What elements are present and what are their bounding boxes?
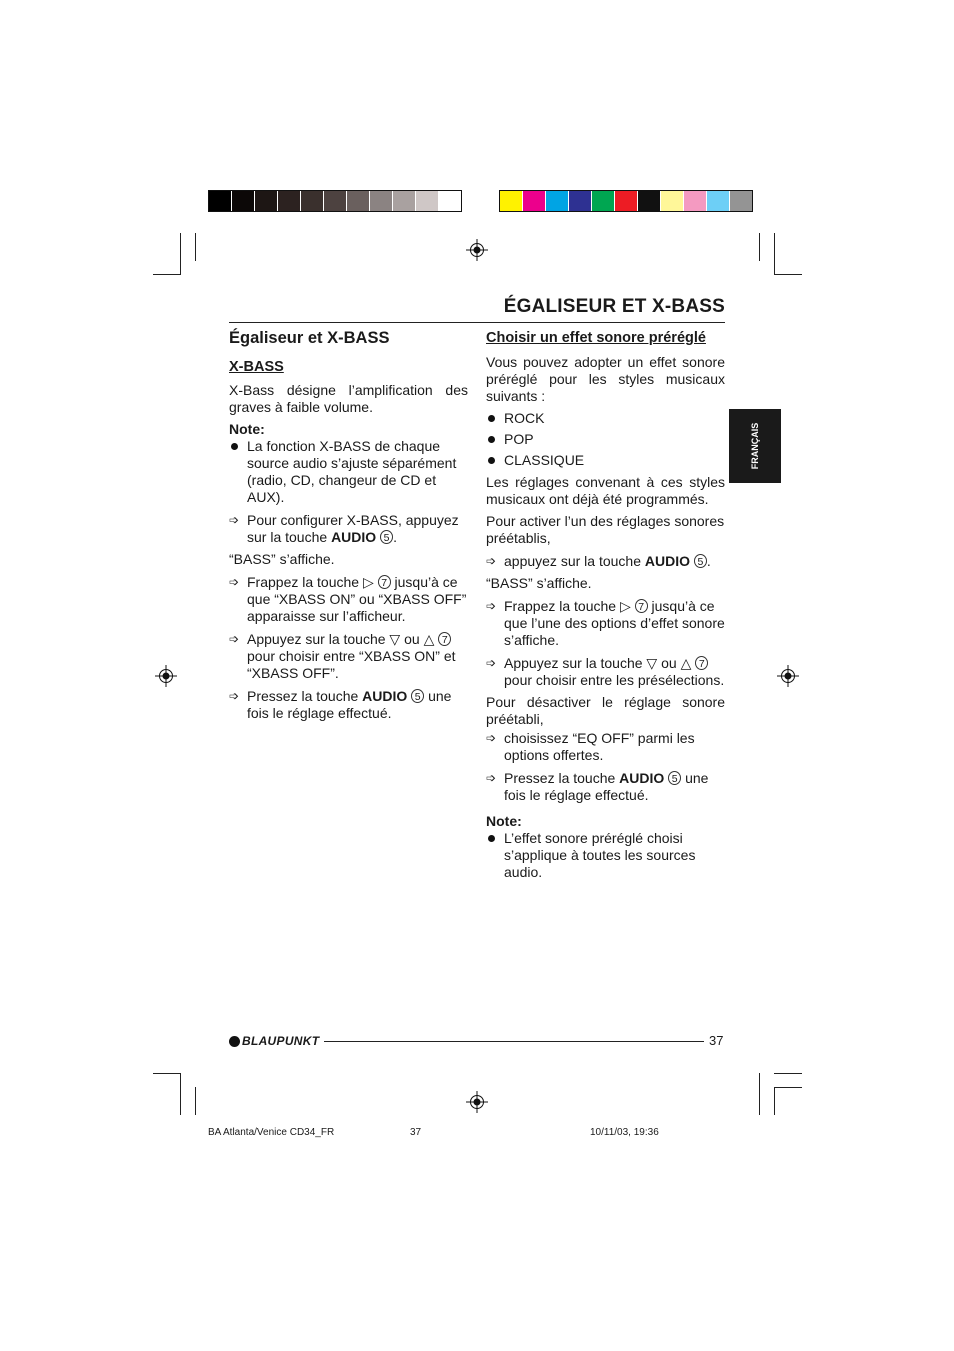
list-item: ROCK bbox=[486, 410, 725, 427]
crop-mark bbox=[180, 233, 181, 275]
footer-rule bbox=[324, 1041, 704, 1042]
bullet-icon bbox=[488, 457, 495, 464]
print-datetime: 10/11/03, 19:36 bbox=[590, 1127, 659, 1138]
down-arrow-key-icon: ▽ bbox=[389, 631, 401, 647]
color-calibration-strip bbox=[499, 190, 753, 212]
down-arrow-key-icon: ▽ bbox=[646, 655, 658, 671]
crop-mark bbox=[774, 1087, 802, 1088]
instruction-step: ➩ Appuyez sur la touche ▽ ou △ 7 pour choisir entre les présélections. bbox=[486, 655, 725, 688]
key-number-badge: 7 bbox=[635, 599, 648, 613]
section-heading: Égaliseur et X-BASS bbox=[229, 329, 390, 347]
instruction-step: ➩ Pressez la touche AUDIO 5 une fois le réglage effectué. bbox=[486, 770, 709, 803]
arrow-icon: ➩ bbox=[229, 513, 240, 527]
color-swatch bbox=[255, 191, 278, 211]
paragraph: Pour désactiver le réglage sonore préétabli, bbox=[486, 694, 725, 727]
crop-mark bbox=[774, 233, 775, 275]
color-swatch bbox=[730, 191, 752, 211]
language-tab-label: FRANÇAIS bbox=[750, 422, 760, 470]
arrow-icon: ➩ bbox=[229, 575, 240, 589]
crop-mark bbox=[195, 233, 196, 261]
right-arrow-key-icon: ▷ bbox=[362, 574, 374, 590]
color-swatch bbox=[232, 191, 255, 211]
bullet-icon bbox=[488, 835, 495, 842]
instruction-step: ➩ Appuyez sur la touche ▽ ou △ 7 pour choisir entre “XBASS ON” et “XBASS OFF”. bbox=[229, 631, 456, 681]
color-swatch bbox=[569, 191, 592, 211]
crop-mark bbox=[195, 1087, 196, 1115]
crop-mark bbox=[774, 274, 802, 275]
brand-dot-icon bbox=[229, 1036, 240, 1047]
intro-paragraph: X-Bass désigne l’amplification des graves à faible volume. bbox=[229, 382, 468, 415]
color-swatch bbox=[324, 191, 347, 211]
color-swatch bbox=[546, 191, 569, 211]
list-item: L’effet sonore préréglé choisi s’applique à toutes les sources audio. bbox=[486, 830, 725, 881]
display-message: “BASS” s’affiche. bbox=[486, 575, 592, 591]
key-number-badge: 7 bbox=[378, 575, 391, 589]
list-item: La fonction X-BASS de chaque source audio s’ajuste séparément (radio, CD, changeur de CD et AUX). bbox=[229, 438, 468, 506]
key-number-badge: 5 bbox=[668, 771, 681, 785]
registration-mark-icon bbox=[466, 1091, 488, 1113]
paragraph: Les réglages convenant à ces styles musicaux ont déjà été programmés. bbox=[486, 474, 725, 507]
instruction-step: ➩ Pour configurer X-BASS, appuyez sur la touche AUDIO 5 . bbox=[229, 512, 459, 545]
color-swatch bbox=[209, 191, 232, 211]
crop-mark bbox=[180, 1073, 181, 1115]
arrow-icon: ➩ bbox=[486, 554, 497, 568]
arrow-icon: ➩ bbox=[229, 632, 240, 646]
page-title: ÉGALISEUR ET X-BASS bbox=[503, 296, 725, 317]
right-arrow-key-icon: ▷ bbox=[619, 598, 631, 614]
brand-logo: BLAUPUNKT bbox=[229, 1034, 319, 1048]
color-swatch bbox=[439, 191, 461, 211]
bullet-icon bbox=[488, 436, 495, 443]
color-swatch bbox=[393, 191, 416, 211]
bullet-icon bbox=[231, 443, 238, 450]
color-swatch bbox=[347, 191, 370, 211]
left-column bbox=[229, 330, 468, 722]
language-tab bbox=[729, 409, 781, 483]
crop-mark bbox=[153, 274, 180, 275]
header-rule bbox=[229, 322, 725, 323]
color-swatch bbox=[638, 191, 661, 211]
arrow-icon: ➩ bbox=[486, 771, 497, 785]
intro-paragraph: Vous pouvez adopter un effet sonore préréglé pour les styles musicaux suivants : bbox=[486, 354, 725, 404]
bullet-icon bbox=[488, 415, 495, 422]
color-swatch bbox=[523, 191, 546, 211]
print-page-number: 37 bbox=[410, 1127, 422, 1138]
crop-mark bbox=[759, 1073, 760, 1115]
note-label: Note: bbox=[229, 421, 265, 437]
instruction-step: ➩ Pressez la touche AUDIO 5 une fois le réglage effectué. bbox=[229, 688, 452, 721]
right-column bbox=[486, 330, 725, 881]
crop-mark bbox=[774, 1087, 775, 1115]
arrow-icon: ➩ bbox=[486, 656, 497, 670]
up-arrow-key-icon: △ bbox=[680, 655, 692, 671]
color-swatch bbox=[370, 191, 393, 211]
color-swatch bbox=[416, 191, 439, 211]
instruction-step: ➩ Frappez la touche ▷ 7 jusqu’à ce que l’une des options d’effet sonore s’affiche. bbox=[486, 598, 725, 648]
subsection-heading: X-BASS bbox=[229, 359, 284, 375]
registration-mark-icon bbox=[155, 665, 177, 687]
display-message: “BASS” s’affiche. bbox=[229, 551, 335, 567]
registration-mark-icon bbox=[777, 665, 799, 687]
up-arrow-key-icon: △ bbox=[423, 631, 435, 647]
page-number: 37 bbox=[709, 1033, 724, 1048]
instruction-step: ➩ Frappez la touche ▷ 7 jusqu’à ce que “XBASS ON” ou “XBASS OFF” apparaisse sur l’afficheur. bbox=[229, 574, 467, 624]
arrow-icon: ➩ bbox=[486, 731, 497, 745]
color-swatch bbox=[278, 191, 301, 211]
key-number-badge: 5 bbox=[694, 554, 707, 568]
paragraph: Pour activer l’un des réglages sonores préétablis, bbox=[486, 513, 725, 546]
gray-calibration-strip bbox=[208, 190, 462, 212]
key-number-badge: 7 bbox=[695, 656, 708, 670]
crop-mark bbox=[774, 1073, 802, 1074]
print-file-name: BA Atlanta/Venice CD34_FR bbox=[208, 1127, 335, 1138]
color-swatch bbox=[707, 191, 730, 211]
list-item: POP bbox=[486, 431, 725, 448]
note-label: Note: bbox=[486, 813, 522, 829]
color-swatch bbox=[301, 191, 324, 211]
key-number-badge: 7 bbox=[438, 632, 451, 646]
color-swatch bbox=[684, 191, 707, 211]
list-item: CLASSIQUE bbox=[486, 452, 725, 469]
color-swatch bbox=[615, 191, 638, 211]
instruction-step: ➩ appuyez sur la touche AUDIO 5 . bbox=[486, 553, 711, 569]
key-number-badge: 5 bbox=[411, 689, 424, 703]
color-swatch bbox=[661, 191, 684, 211]
key-number-badge: 5 bbox=[380, 530, 393, 544]
crop-mark bbox=[153, 1073, 180, 1074]
registration-mark-icon bbox=[466, 239, 488, 261]
instruction-step: ➩ choisissez “EQ OFF” parmi les options offertes. bbox=[486, 730, 695, 763]
arrow-icon: ➩ bbox=[486, 599, 497, 613]
color-swatch bbox=[592, 191, 615, 211]
crop-mark bbox=[759, 233, 760, 261]
color-swatch bbox=[500, 191, 523, 211]
arrow-icon: ➩ bbox=[229, 689, 240, 703]
section-heading: Choisir un effet sonore préréglé bbox=[486, 330, 706, 346]
